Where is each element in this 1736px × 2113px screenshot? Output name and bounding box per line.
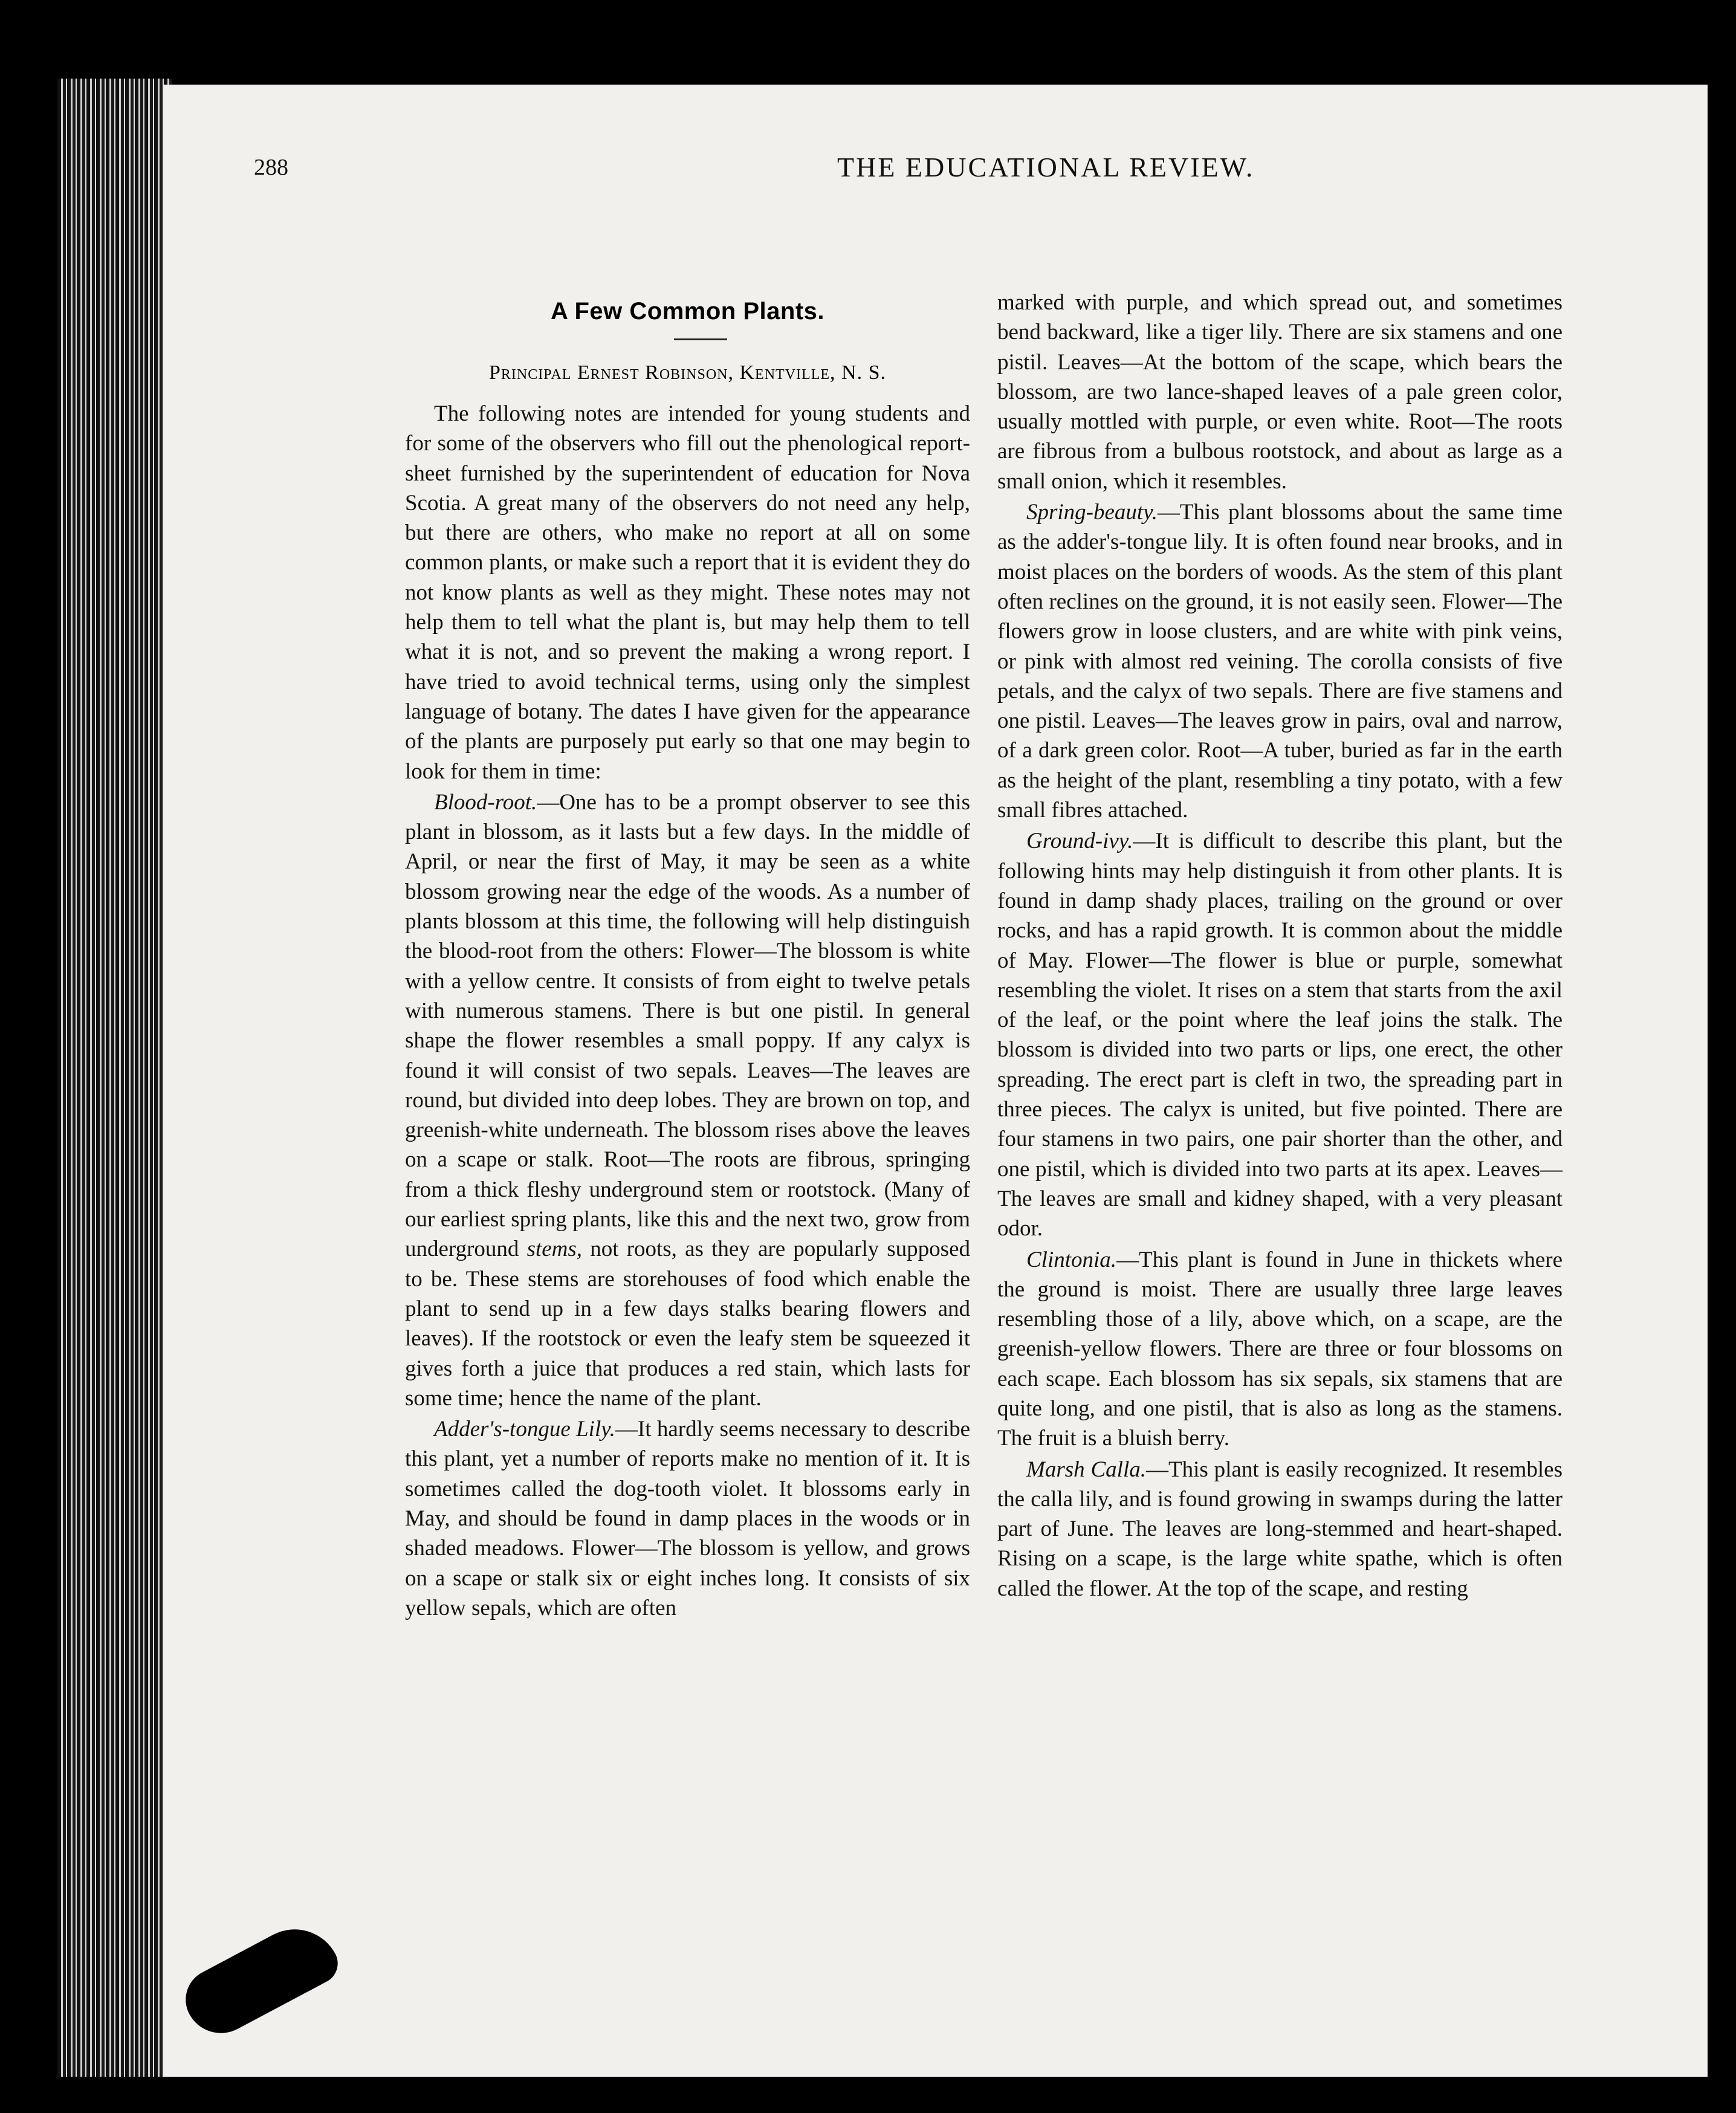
intro-paragraph: The following notes are intended for young students and for some of the observers who fill out the phenological report-sheet furnished by the superintendent of education for Nova Scotia. A great many of the observers do not need any help, but there are others, who make no report at all on some common plants, or make such a report that it is evident they do not know plants as well as they might. These notes may not help them to tell what the plant is, but may help them to tell what it is not, and so prevent the making a wrong report. I have tried to avoid technical terms, using only the simplest language of botany. The dates I have given for the appearance of the plants are purposely put early so that one may begin to look for them in time:: [405, 401, 970, 784]
scan-border-left: [0, 0, 60, 2113]
spring-beauty-text: —This plant blossoms about the same time as the adder's-tongue lily. It is often found near brooks, and in moist places on the borders of woods. As the stem of this plant often reclines on the ground, it is not easily seen. Flower—The flowers grow in loose clusters, and are white with pink veins, or pink with almost red veining. The corolla consists of five petals, and the calyx of two sepals. There are five stamens and one pistil. Leaves—The leaves grow in pairs, oval and narrow, of a dark green color. Root—A tuber, buried as far in the earth as the height of the plant, resembling a tiny potato, with a few small fibres attached.: [997, 500, 1563, 823]
marsh-calla-heading: Marsh Calla.: [1026, 1457, 1146, 1482]
bloodroot-stems: stems,: [526, 1237, 583, 1262]
adder-paragraph: [405, 1414, 970, 1623]
article-byline: Principal Ernest Robinson, Kentville, N. S.: [489, 361, 886, 384]
ground-ivy-heading: Ground-ivy.: [1026, 829, 1133, 854]
title-rule: [674, 338, 727, 340]
bloodroot-heading: Blood-root.: [434, 789, 537, 815]
page-number: 288: [254, 155, 288, 180]
adder-heading: Adder's-tongue Lily.: [434, 1417, 615, 1442]
ground-ivy-text: —It is difficult to describe this plant, but the following hints may help distinguish it from other plants. It is found in damp shady places, trailing on the ground or over rocks, and has a rapid growth. It is common about the middle of May. Flower—The flower is blue or purple, somewhat resembling the violet. It rises on a stem that starts from the axil of the leaf, or the point where the leaf joins the stalk. The blossom is divided into two parts or lips, one erect, the other spreading. The erect part is cleft in two, the spreading part in three pieces. The calyx is united, but five pointed. There are four stamens in two pairs, one pair shorter than the other, and one pistil, which is divided into two parts at its apex. Leaves—The leaves are small and kidney shaped, with a very pleasant odor.: [997, 829, 1563, 1241]
adder-continuation: marked with purple, and which spread out, and sometimes bend backward, like a tiger lily. There are six stamens and one pistil. Leaves—At the bottom of the scape, which bears the blossom, are two lance-shaped leaves of a pale green color, usually mottled with purple, or even white. Root—The roots are fibrous from a bulbous rootstock, and about as large as a small onion, which it resembles.: [997, 290, 1563, 494]
marsh-calla-text: —This plant is easily recognized. It resembles the calla lily, and is found growing in swamps during the latter part of June. The leaves are long-stemmed and heart-shaped. Rising on a scape, is the large white spathe, which is often called the flower. At the top of the scape, and resting: [997, 1457, 1563, 1601]
spring-beauty-heading: Spring-beauty.: [1026, 500, 1158, 525]
bloodroot-paragraph: [405, 788, 970, 1413]
bloodroot-text-2: not roots, as they are popularly supposed to be. These stems are storehouses of food which enable the plant to send up in a few days stalks bearing flowers and leaves). If the rootstock or even the leafy stem be squeezed it gives forth a juice that produces a red stain, which lasts for some time; hence the name of the plant.: [405, 1237, 970, 1411]
scan-border-right: [1706, 0, 1736, 2113]
clintonia-text: —This plant is found in June in thickets where the ground is moist. There are usually three large leaves resembling those of a lily, above which, on a scape, are the greenish-yellow flowers. There are three or four blossoms on each scape. Each blossom has six sepals, six stamens that are quite long, and one pistil, that is also as long as the stamens. The fruit is a bluish berry.: [997, 1247, 1563, 1451]
ground-ivy-paragraph: [997, 826, 1563, 1243]
clintonia-heading: Clintonia.: [1026, 1247, 1117, 1272]
marsh-calla-paragraph: [997, 1455, 1563, 1603]
journal-title: THE EDUCATIONAL REVIEW.: [837, 152, 1255, 183]
adder-text: —It hardly seems necessary to describe this plant, yet a number of reports make no mention of it. It is sometimes called the dog-tooth violet. It blossoms early in May, and should be found in damp places in the woods or in shaded meadows. Flower—The blossom is yellow, and grows on a scape or stalk six or eight inches long. It consists of six yellow sepals, which are often: [405, 1417, 970, 1620]
clintonia-paragraph: [997, 1245, 1563, 1454]
scan-border-bottom: [0, 2077, 1736, 2113]
spring-beauty-paragraph: [997, 497, 1563, 825]
right-column: [997, 288, 1563, 1603]
left-column: [405, 399, 970, 1623]
article-title: A Few Common Plants.: [550, 298, 824, 325]
book-page-edges: [57, 79, 172, 2097]
bloodroot-text: —One has to be a prompt observer to see this plant in blossom, as it lasts but a few days. In the middle of April, or near the first of May, it may be seen as a white blossom growing near the edge of the woods. As a number of plants blossom at this time, the following will help distinguish the blood-root from the others: Flower—The blossom is white with a yellow centre. It consists of from eight to twelve petals with numerous stamens. There is but one pistil. In general shape the flower resembles a small poppy. If any calyx is found it will consist of two sepals. Leaves—The leaves are round, but divided into deep lobes. They are brown on top, and greenish-white underneath. The blossom rises above the leaves on a scape or stalk. Root—The roots are fibrous, springing from a thick fleshy underground stem or rootstock. (Many of our earliest spring plants, like this and the next two, grow from underground: [405, 789, 970, 1262]
